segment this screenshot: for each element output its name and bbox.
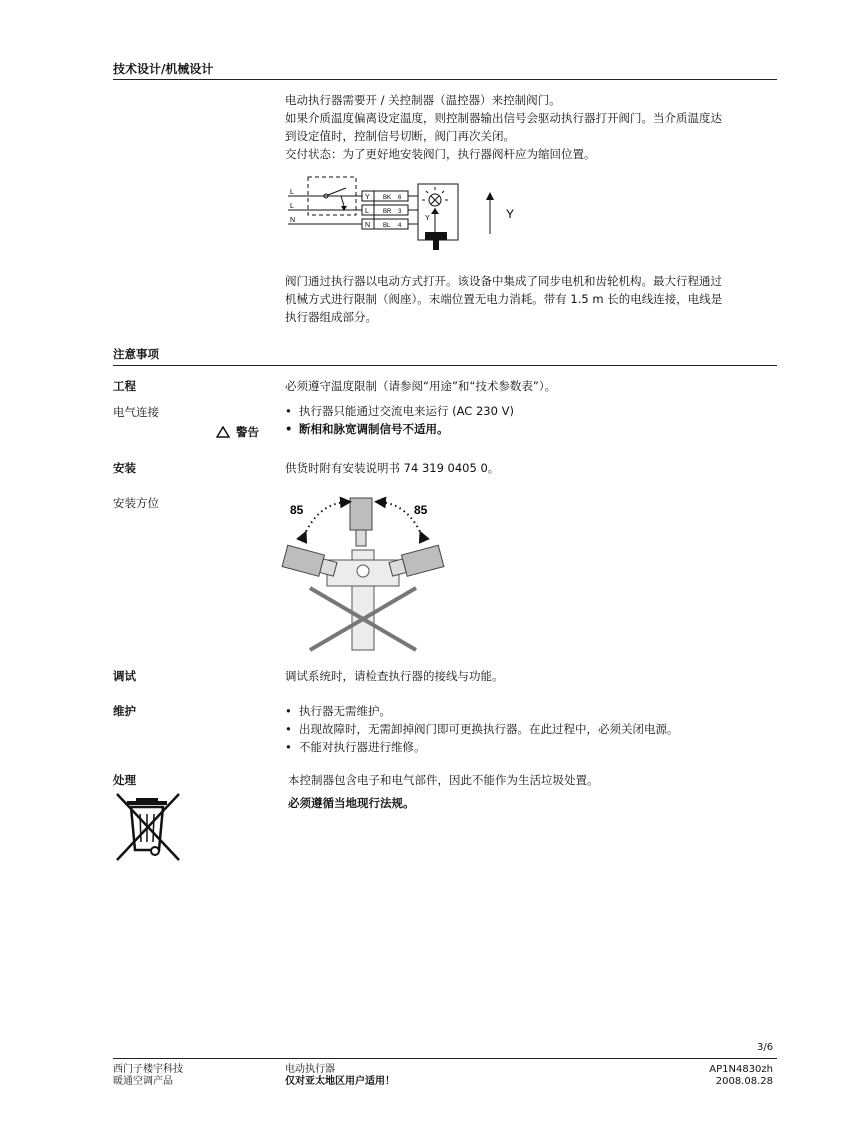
footer-product (285, 1064, 395, 1088)
footer-doc-id: AP1N4830zh (709, 1064, 773, 1075)
actuator-label: Y (425, 215, 430, 222)
angle-left-label: 85 (290, 503, 304, 517)
engineering-text: 必须遵守温度限制（请参阅“用途”和“技术参数表”）。 (285, 379, 557, 393)
warning-label: 警告 (236, 425, 259, 439)
description-paragraph (285, 272, 722, 326)
electrical-list (285, 402, 514, 438)
footer-rule (113, 1058, 777, 1059)
maintenance-list (285, 702, 679, 756)
maintenance-label: 维护 (113, 704, 136, 718)
disposal-label: 处理 (113, 773, 136, 787)
terminal-number: 3 (398, 209, 402, 215)
wiring-diagram (284, 170, 534, 260)
description-line: 机械方式进行限制（阀座）。末端位置无电力消耗。带有 1.5 m 长的电线连接，电线是 (285, 292, 723, 306)
disposal-text: 本控制器包含电子和电气部件，因此不能作为生活垃圾处置。 (288, 773, 599, 787)
wire-color: BL (383, 223, 391, 229)
footer-product-line: 仅对亚太地区用户适用！ (285, 1076, 395, 1087)
mounting-orientation-diagram (280, 490, 450, 655)
intro-line: 到设定值时，控制信号切断，阀门再次关闭。 (285, 129, 515, 143)
intro-paragraph (285, 91, 722, 163)
footer-company-line: 暖通空调产品 (113, 1076, 173, 1087)
description-line: 执行器组成部分。 (285, 310, 377, 324)
terminal-code: Y (365, 194, 370, 201)
commissioning-text: 调试系统时，请检查执行器的接线与功能。 (285, 669, 504, 683)
terminal-code: N (365, 222, 371, 229)
terminal-code: L (365, 208, 369, 215)
intro-line: 电动执行器需要开 / 关控制器（温控器）来控制阀门。 (285, 93, 561, 107)
mounting-text: 供货时附有安装说明书 74 319 0405 0。 (285, 461, 500, 475)
footer-doc-info (709, 1064, 773, 1088)
supply-label: L (290, 203, 294, 210)
footer-company (113, 1064, 183, 1088)
electrical-label: 电气连接 (113, 405, 159, 419)
actuator-symbol (418, 184, 458, 250)
intro-line: 如果介质温度偏离设定温度，则控制器输出信号会驱动执行器打开阀门。当介质温度达 (285, 111, 722, 125)
notes-rule (113, 365, 777, 366)
commissioning-label: 调试 (113, 669, 136, 683)
header-rule (113, 79, 777, 80)
terminal-number: 6 (398, 195, 402, 201)
page-header-title: 技术设计/机械设计 (113, 62, 214, 76)
footer-date: 2008.08.28 (715, 1076, 773, 1087)
list-item: • 出现故障时，无需卸掉阀门即可更换执行器。在此过程中，必须关闭电源。 (285, 720, 679, 738)
footer-company-line: 西门子楼宇科技 (113, 1064, 183, 1075)
terminal-strip (362, 191, 408, 229)
intro-line: 交付状态：为了更好地安装阀门，执行器阀杆应为缩回位置。 (285, 147, 596, 161)
notes-heading: 注意事项 (113, 347, 159, 361)
supply-label: L (290, 189, 294, 196)
warning-triangle-icon (216, 426, 230, 438)
warning-marker (216, 423, 259, 441)
crossed-out-wheelie-bin-icon (114, 792, 182, 862)
list-item: • 执行器只能通过交流电来运行 (AC 230 V) (285, 402, 514, 420)
page-number: 3/6 (757, 1042, 774, 1053)
terminal-number: 4 (398, 223, 402, 229)
orientation-label: 安装方位 (113, 496, 159, 510)
list-item: • 不能对执行器进行维修。 (285, 738, 679, 756)
description-line: 阀门通过执行器以电动方式打开。该设备中集成了同步电机和齿轮机构。最大行程通过 (285, 274, 722, 288)
wire-color: BR (383, 209, 392, 215)
footer-product-line: 电动执行器 (285, 1064, 335, 1075)
stroke-arrow-label: Y (506, 207, 515, 221)
wire-color: BK (383, 195, 392, 201)
angle-right-label: 85 (414, 503, 428, 517)
list-item: • 断相和脉宽调制信号不适用。 (285, 420, 514, 438)
supply-label: N (290, 217, 296, 224)
engineering-label: 工程 (113, 379, 136, 393)
mounting-label: 安装 (113, 461, 136, 475)
list-item: • 执行器无需维护。 (285, 702, 679, 720)
disposal-bold-text: 必须遵循当地现行法规。 (288, 796, 415, 810)
